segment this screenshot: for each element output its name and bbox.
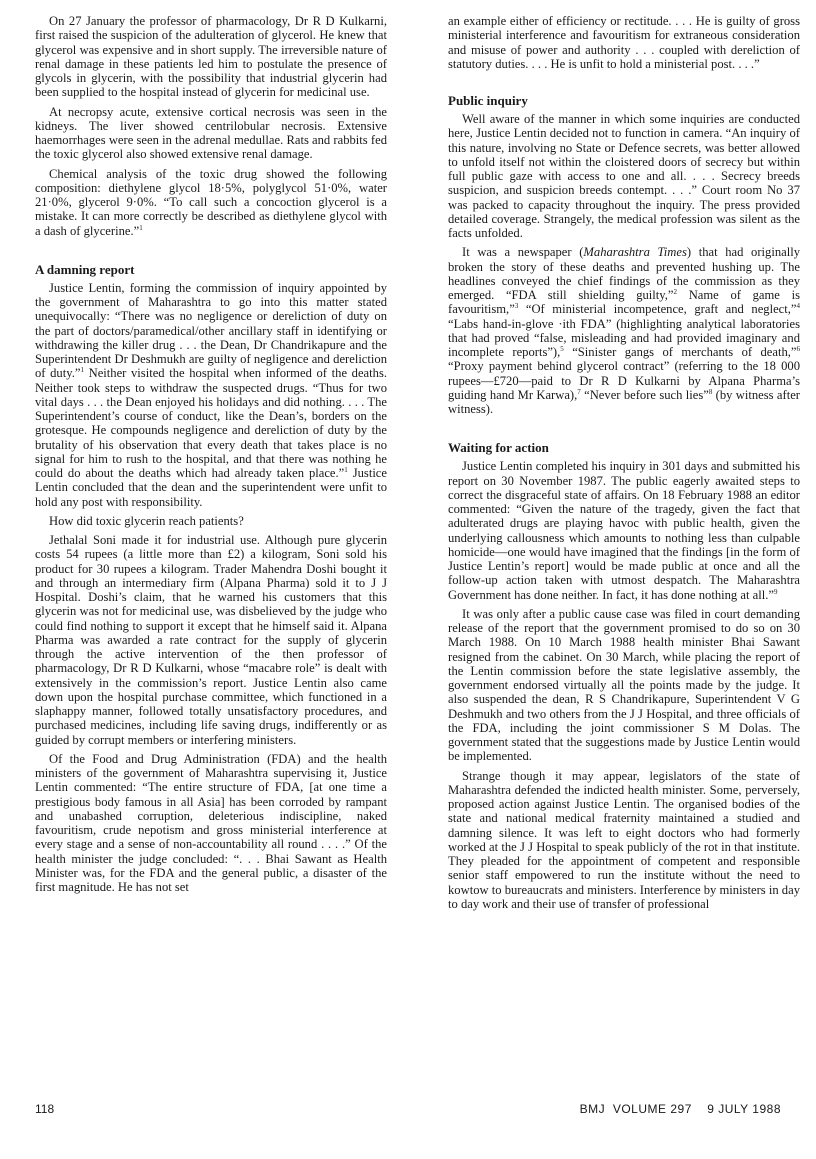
paragraph-chemical-analysis (35, 167, 387, 238)
paragraph-report-released: It was only after a public cause case was filed in court demanding release of the report that the government promised to do so on 30 March 1988. On 10 March 1988 health minister Bhai Sawant resigned from the cabinet. On 30 March, while placing the report of the Lentin commission before the state legislative assembly, the government endorsed virtually all the points made by the judge. It also suspended the dean, R S Chandrikapure, Superintendent V G Deshmukh and two others from the J J Hospital, and three officials of the FDA, including the joint commissioner S M Dolas. The government stated that the suggestions made by Justice Lentin would be implemented. (448, 606, 800, 764)
paragraph-legislators: Strange though it may appear, legislators of the state of Maharashtra defended the indicted health minister. Some, perversely, proposed action against Justice Lentin. The organised bodies of the state and national medical fraternity maintained a studied and damning silence. It was left to eight doctors who had formerly worked at the J J Hospital to speak publicly of the rot in that institute. They pleaded for the appointment of competent and responsible senior staff empowered to run the institute without the need to kowtow to bureaucrats and ministers. Interference by ministers in day to day work and their use of transfer of professional (448, 768, 800, 911)
text-span: It was a newspaper ( (462, 245, 584, 260)
text-span: “Sinister gangs of merchants of death,” (563, 345, 797, 359)
paragraph-minister-verdict: an example either of efficiency or rectitude. . . . He is guilty of gross ministerial interference and favouritism for extraneous consideration and misuse of power and authority . . . coupled with dereliction of statutory duties. . . . He is unfit to hold a ministerial post. . . .” (448, 14, 800, 71)
paragraph-soni-doshi: Jethalal Soni made it for industrial use. Although pure glycerin costs 54 rupees (a little more than £2) a kilogram, Soni sold his product for 30 rupees a kilogram. Trader Mahendra Doshi bought it and through an intermediary firm (Alpana Pharma) sold it to J J Hospital. Doshi’s claim, that he warned his customers that this glycerin was not for medicinal use, was disbelieved by the judge who could find nothing to support it except that he himself said it. Alpana Pharma was awarded a rate contract for the supply of glycerin through the active intervention of the then professor of pharmacology, Dr R D Kulkarni, whose “macabre role” is dealt with extensively in the commission’s report. Justice Lentin also came down upon the hospital purchase committee, which functioned in a slaphappy manner, followed totally unsatisfactory procedures, and purchased medicines, including life saving drugs, indifferently or as guided by corrupt members or interfering ministers. (35, 533, 387, 747)
reference-marker: 1 (344, 465, 348, 474)
text-span: “Never before such lies” (580, 387, 709, 402)
text-span: Justice Lentin, forming the commission of inquiry appointed by the government of Maharashtra to go into this matter stated unequivocally: “There was no negligence or dereliction of duty on the part of doctors/paramedical/other ancillary staff in identifying or withdrawing the killer drug . . . the Dean, Dr Chandrikapure and the Superintendent Dr Deshmukh are guilty of negligence and dereliction of duty.” (35, 280, 387, 381)
paragraph-lentin-commission (35, 281, 387, 509)
journal-footer (580, 1102, 781, 1116)
text-span: Chemical analysis of the toxic drug showed the following composition: diethylene glycol 18·5%, polyglycol 51·0%, water 21·0%, glycerol 9·0%. “To call such a concoction glycerol is a mistake. It can more correctly be described as diethylene glycol with a dash of glycerine.” (35, 166, 387, 238)
right-column (448, 14, 800, 911)
journal-name: BMJ (579, 1102, 606, 1116)
text-span: “Of ministerial incompetence, graft and neglect,” (518, 302, 797, 317)
paragraph-report-submitted (448, 459, 800, 602)
journal-volume: VOLUME 297 (612, 1102, 692, 1116)
reference-marker: 9 (773, 587, 778, 596)
text-span: Neither visited the hospital when informed of the deaths. Neither took steps to withdraw the suspected drugs. “Thus for two vital days . . . the Dean enjoyed his holidays and did nothing. . . . The Superintendent’s course of conduct, like the Dean’s, borders on the grotesque. He compounds negligence and dereliction of duty by the brutality of his observation that every death that takes place is no signal for him to rush to the hospital, and that there was nothing he could do about the deaths which had already taken place.” (35, 366, 387, 480)
text-span: (by witness after witness). (448, 387, 800, 416)
section-heading-damning-report: A damning report (35, 261, 135, 277)
reference-marker: 8 (708, 387, 713, 396)
text-span: “Labs hand-in-glove ·ith FDA” (highlighting analytical laboratories that had proved “false, misleading and had provided imaginary and incomplete reports”), (448, 316, 800, 359)
text-span: ) that had originally broken the story of these deaths and prevented hushing up. The headlines conveyed the chief findings of the commission as they emerged. “FDA still shielding guilty,” (448, 245, 800, 302)
reference-marker: 7 (577, 387, 581, 396)
section-heading-public-inquiry: Public inquiry (448, 93, 528, 108)
reference-marker: 1 (139, 223, 143, 232)
newspaper-name: Maharashtra Times (583, 245, 687, 260)
paragraph-kulkarni-suspicion: On 27 January the professor of pharmacology, Dr R D Kulkarni, first raised the suspicion of the adulteration of glycerol. He knew that glycerol was expensive and in short supply. The irreversible nature of renal damage in these patients led him to postulate the presence of glycols in glycerin, with the possibility that industrial glycerin had been supplied to the hospital instead of glycerin for medicinal use. (35, 14, 387, 100)
left-column (35, 14, 387, 894)
paragraph-newspaper-headlines (448, 245, 800, 416)
reference-marker: 2 (673, 287, 677, 296)
reference-marker: 3 (514, 302, 519, 311)
section-heading-waiting-for-action: Waiting for action (448, 440, 549, 456)
text-span: Justice Lentin completed his inquiry in 301 days and submitted his report on 30 November 1987. The public eagerly awaited steps to correct the disgraceful state of affairs. On 18 February 1988 an editor commented: “Given the nature of the tragedy, given the fact that adulterated drugs are playing havoc with public health, given the underlying callousness which amounts to nothing less than culpable homicide—one would have imagined that the findings [in the form of Justice Lentin’s report] would be made public at once and all the follow-up action taken with utmost despatch. The Maharashtra Government has done neither. In fact, it has done nothing at all.” (448, 459, 800, 602)
issue-date: 9 JULY 1988 (707, 1102, 781, 1116)
reference-marker: 4 (796, 302, 800, 311)
text-span: Name of game is favouritism,” (448, 288, 800, 317)
reference-marker: 6 (796, 344, 800, 353)
reference-marker: 1 (80, 366, 84, 375)
text-span: Justice Lentin concluded that the dean and the superintendent were unfit to hold any post with responsibility. (35, 466, 387, 509)
paragraph-fda-ministers: Of the Food and Drug Administration (FDA) and the health ministers of the government of Maharashtra supervising it, Justice Lentin commented: “The entire structure of FDA, [at one time a prestigious body famous in all Asia] has been corroded by rampant and unabashed corruption, deleterious indiscipline, naked favouritism, crude nepotism and gross ministerial interference at every stage and a sense of non-accountability all round . . . .” Of the health minister the judge concluded: “. . . Bhai Sawant as Health Minister was, for the FDA and the general public, a disaster of the first magnitude. He has not set (35, 751, 387, 894)
paragraph-necropsy: At necropsy acute, extensive cortical necrosis was seen in the kidneys. The liver showed centrilobular necrosis. Extensive haemorrhages were seen in the adrenal medullae. Rats and rabbits fed the toxic glycerol also showed extensive renal damage. (35, 104, 387, 162)
paragraph-public-inquiry: Well aware of the manner in which some inquiries are conducted here, Justice Lentin decided not to function in camera. “An inquiry of this nature, involving no State or Defence secrets, was better allowed to unfold itself not within the cloistered doors of secrecy but within full public gaze with access to one and all. . . . Secrecy breeds suspicion, and suspicion breeds contempt. . . .” Court room No 37 was packed to capacity throughout the inquiry. The press provided detailed coverage. Strangely, the medical profession was silent as the facts unfolded. (448, 112, 800, 240)
page-number: 118 (35, 1102, 55, 1116)
text-span: “Proxy payment behind glycerol contract” (referring to the 18 000 rupees—£720—paid to Dr R D Kulkarni by Alpana Pharma’s guiding hand Mr Karwa), (448, 359, 800, 402)
paragraph-toxic-glycerin-question: How did toxic glycerin reach patients? (49, 513, 244, 528)
reference-marker: 5 (560, 344, 564, 353)
